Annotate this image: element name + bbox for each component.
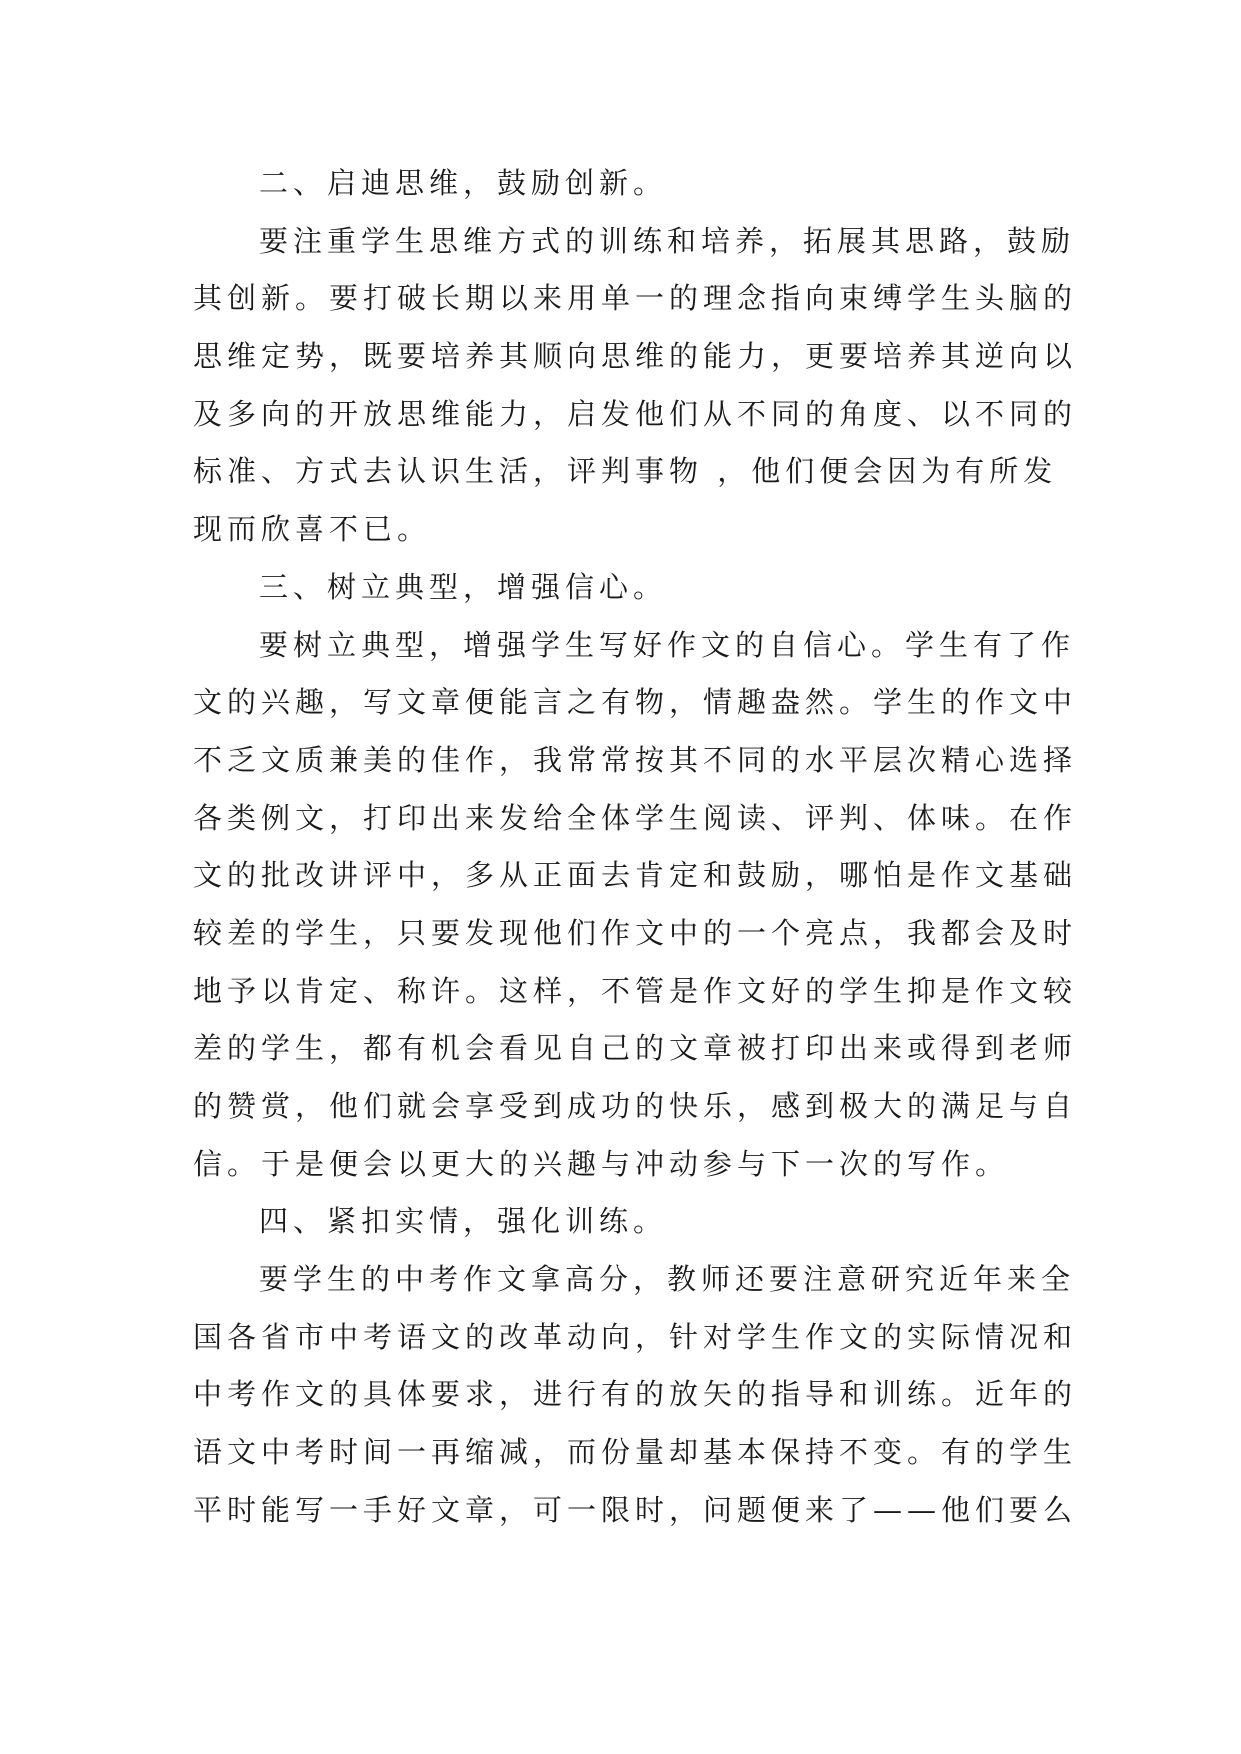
paragraph-line: 及多向的开放思维能力，启发他们从不同的角度、以不同的 <box>193 396 1078 431</box>
paragraph-line: 其创新。要打破长期以来用单一的理念指向束缚学生头脑的 <box>193 281 1078 316</box>
paragraph-line: 要学生的中考作文拿高分，教师还要注意研究近年来全 <box>259 1262 1076 1297</box>
section-heading: 三、树立典型，增强信心。 <box>259 569 668 604</box>
paragraph-line: 信。于是便会以更大的兴趣与冲动参与下一次的写作。 <box>193 1146 1010 1181</box>
paragraph-line: 文的批改讲评中，多从正面去肯定和鼓励，哪怕是作文基础 <box>193 858 1078 893</box>
paragraph-line: 要注重学生思维方式的训练和培养，拓展其思路，鼓励 <box>259 223 1076 258</box>
section-heading: 四、紧扣实情，强化训练。 <box>259 1204 668 1239</box>
paragraph-line: 语文中考时间一再缩减，而份量却基本保持不变。有的学生 <box>193 1435 1078 1470</box>
paragraph-line: 不乏文质兼美的佳作，我常常按其不同的水平层次精心选择 <box>193 742 1078 777</box>
paragraph-line: 较差的学生，只要发现他们作文中的一个亮点，我都会及时 <box>193 915 1078 950</box>
document-body <box>193 155 1078 1540</box>
paragraph-line: 差的学生，都有机会看见自己的文章被打印出来或得到老师 <box>193 1031 1078 1066</box>
paragraph-line: 平时能写一手好文章，可一限时，问题便来了——他们要么 <box>193 1492 1078 1527</box>
paragraph-line: 标准、方式去认识生活，评判事物 ，他们便会因为有所发 <box>193 454 1058 489</box>
paragraph-line: 各类例文，打印出来发给全体学生阅读、评判、体味。在作 <box>193 800 1078 835</box>
paragraph-line: 思维定势，既要培养其顺向思维的能力，更要培养其逆向以 <box>193 339 1078 374</box>
paragraph-line: 中考作文的具体要求，进行有的放矢的指导和训练。近年的 <box>193 1377 1078 1412</box>
paragraph-line: 要树立典型，增强学生写好作文的自信心。学生有了作 <box>259 627 1076 662</box>
paragraph-line: 现而欣喜不已。 <box>193 512 432 547</box>
paragraph-line: 的赞赏，他们就会享受到成功的快乐，感到极大的满足与自 <box>193 1089 1078 1123</box>
paragraph-line: 文的兴趣，写文章便能言之有物，情趣盎然。学生的作文中 <box>193 685 1078 720</box>
paragraph-line: 国各省市中考语文的改革动向，针对学生作文的实际情况和 <box>193 1319 1078 1354</box>
paragraph-line: 地予以肯定、称许。这样，不管是作文好的学生抑是作文较 <box>193 973 1078 1008</box>
section-heading: 二、启迪思维，鼓励创新。 <box>259 166 668 200</box>
